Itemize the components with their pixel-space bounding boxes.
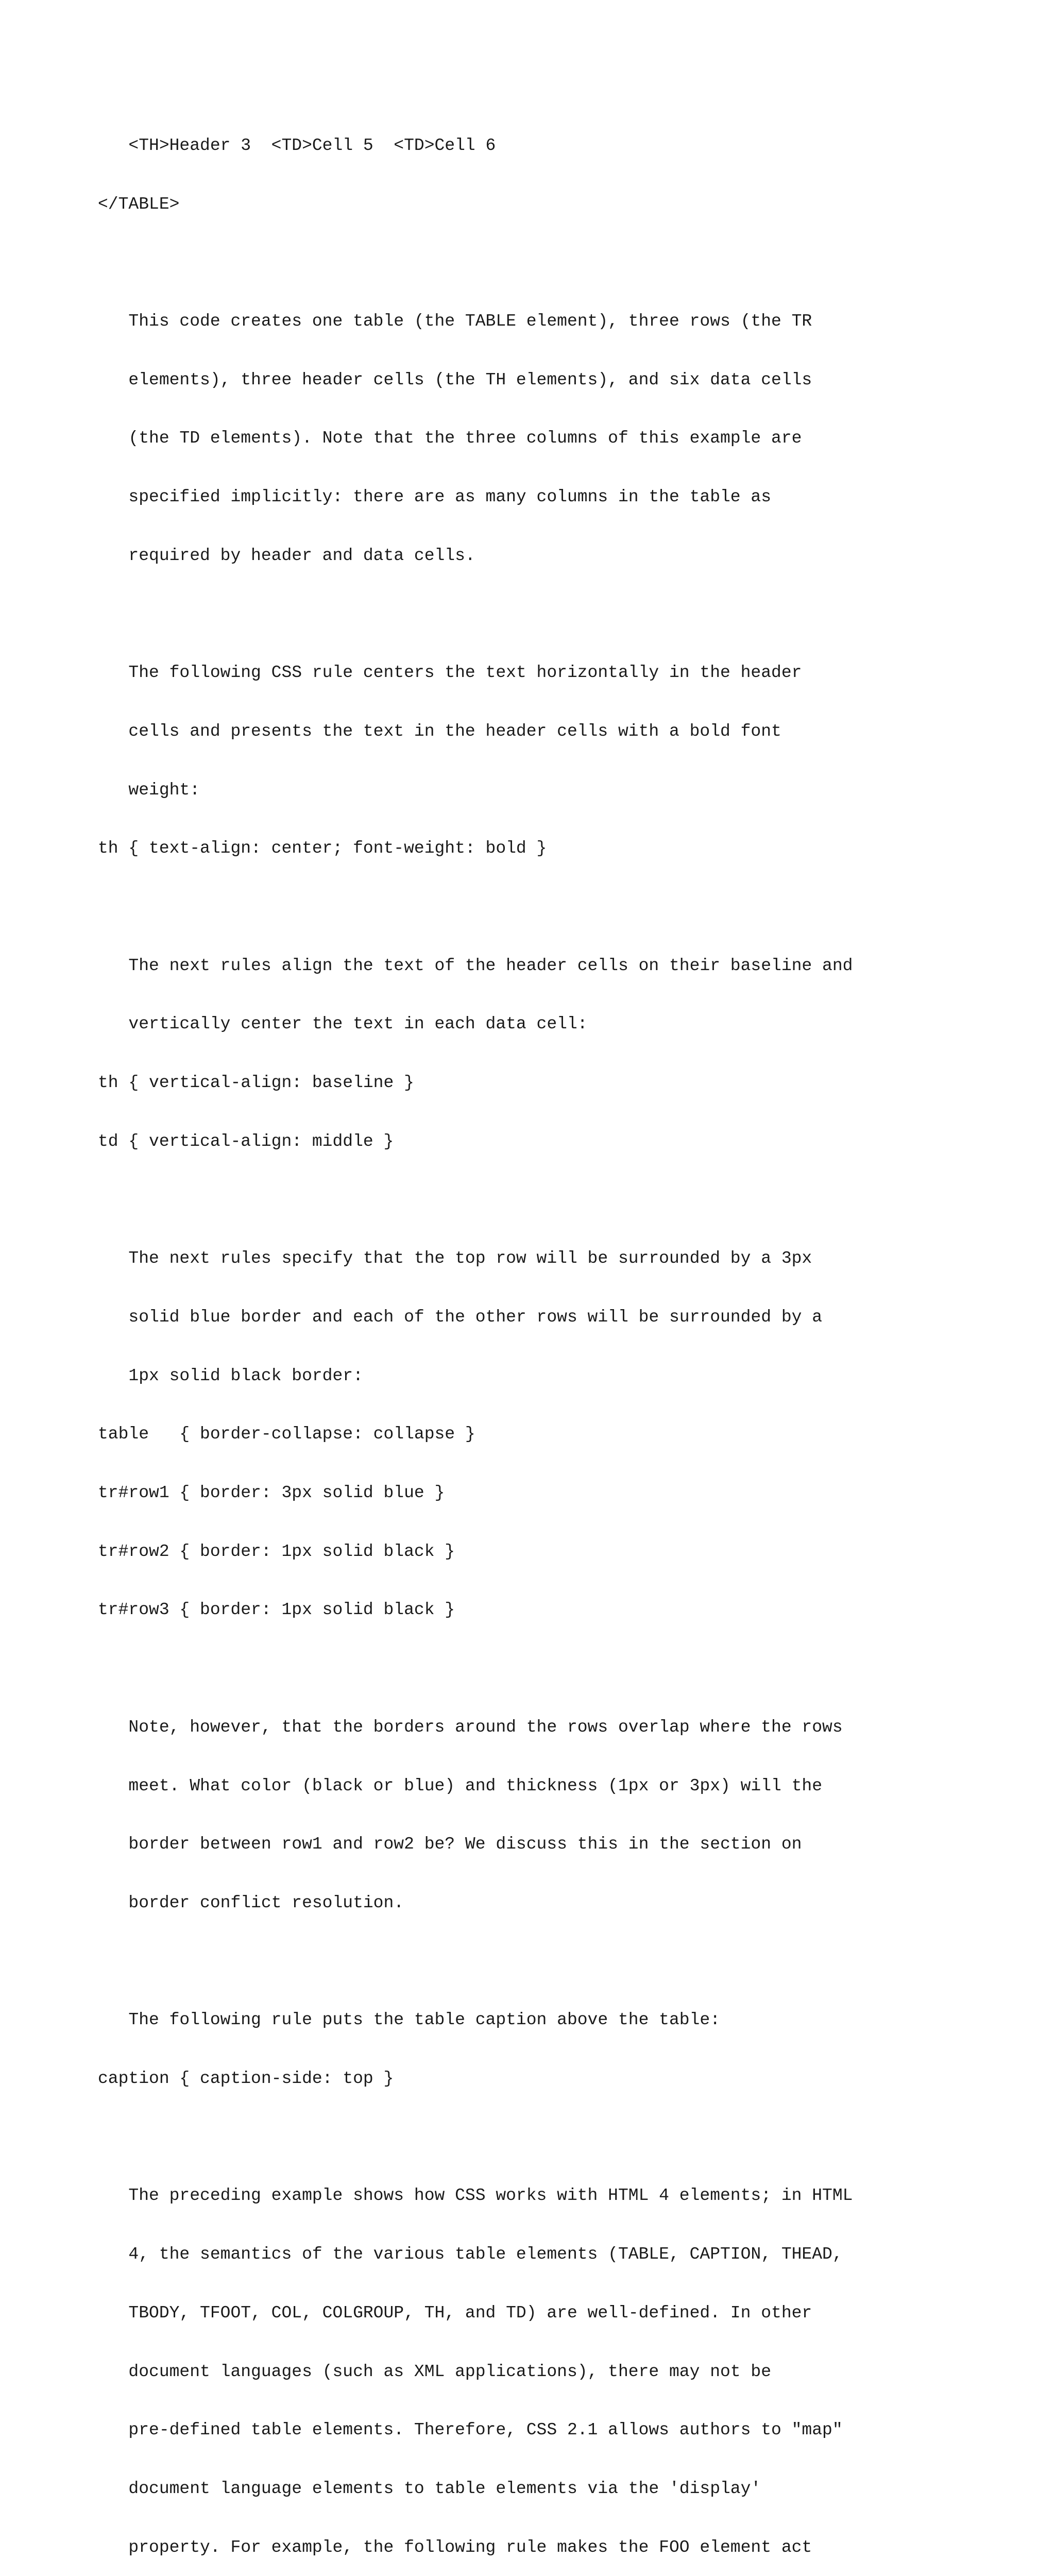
paragraph-line: (the TD elements). Note that the three columns of this example are xyxy=(98,429,802,448)
paragraph-line: The preceding example shows how CSS works with HTML 4 elements; in HTML xyxy=(98,2186,853,2206)
paragraph-line: The following CSS rule centers the text horizontally in the header xyxy=(98,663,802,683)
blank-line xyxy=(98,2128,1025,2147)
document-page xyxy=(98,97,1025,2576)
paragraph-line: required by header and data cells. xyxy=(98,546,475,565)
code-line: tr#row1 { border: 3px solid blue } xyxy=(98,1483,445,1502)
paragraph-line: elements), three header cells (the TH elements), and six data cells xyxy=(98,370,812,389)
paragraph-line: solid blue border and each of the other rows will be surrounded by a xyxy=(98,1307,823,1327)
paragraph-line: 1px solid black border: xyxy=(98,1366,363,1385)
code-line: td { vertical-align: middle } xyxy=(98,1131,394,1151)
paragraph-line: TBODY, TFOOT, COL, COLGROUP, TH, and TD) are well-defined. In other xyxy=(98,2303,812,2323)
code-line: th { text-align: center; font-weight: bold } xyxy=(98,839,547,858)
paragraph-line: 4, the semantics of the various table elements (TABLE, CAPTION, THEAD, xyxy=(98,2245,843,2264)
paragraph-line: meet. What color (black or blue) and thickness (1px or 3px) will the xyxy=(98,1776,823,1795)
code-line: th { vertical-align: baseline } xyxy=(98,1073,414,1093)
paragraph-line: Note, however, that the borders around the rows overlap where the rows xyxy=(98,1717,843,1737)
blank-line xyxy=(98,1659,1025,1679)
paragraph-line: This code creates one table (the TABLE element), three rows (the TR xyxy=(98,311,812,331)
blank-line xyxy=(98,897,1025,917)
code-line: </TABLE> xyxy=(98,194,180,214)
blank-line xyxy=(98,253,1025,273)
blank-line xyxy=(98,1190,1025,1210)
code-line: tr#row3 { border: 1px solid black } xyxy=(98,1600,455,1620)
paragraph-line: pre-defined table elements. Therefore, CSS 2.1 allows authors to "map" xyxy=(98,2420,843,2440)
code-line: tr#row2 { border: 1px solid black } xyxy=(98,1541,455,1561)
paragraph-line: specified implicitly: there are as many columns in the table as xyxy=(98,487,772,507)
blank-line xyxy=(98,604,1025,624)
code-line: <TH>Header 3 <TD>Cell 5 <TD>Cell 6 xyxy=(98,135,496,155)
paragraph-line: border conflict resolution. xyxy=(98,1893,404,1912)
paragraph-line: border between row1 and row2 be? We discuss this in the section on xyxy=(98,1835,802,1854)
code-line: table { border-collapse: collapse } xyxy=(98,1425,475,1444)
paragraph-line: document language elements to table elements via the 'display' xyxy=(98,2479,761,2498)
blank-line xyxy=(98,1952,1025,1972)
code-line: caption { caption-side: top } xyxy=(98,2069,394,2089)
paragraph-line: The next rules specify that the top row will be surrounded by a 3px xyxy=(98,1249,812,1268)
paragraph-line: property. For example, the following rule makes the FOO element act xyxy=(98,2537,812,2557)
paragraph-line: cells and presents the text in the header cells with a bold font xyxy=(98,721,781,741)
paragraph-line: weight: xyxy=(98,780,200,800)
paragraph-line: The following rule puts the table caption above the table: xyxy=(98,2010,720,2030)
paragraph-line: vertically center the text in each data cell: xyxy=(98,1014,588,1034)
paragraph-line: document languages (such as XML applications), there may not be xyxy=(98,2362,772,2381)
paragraph-line: The next rules align the text of the header cells on their baseline and xyxy=(98,956,853,975)
